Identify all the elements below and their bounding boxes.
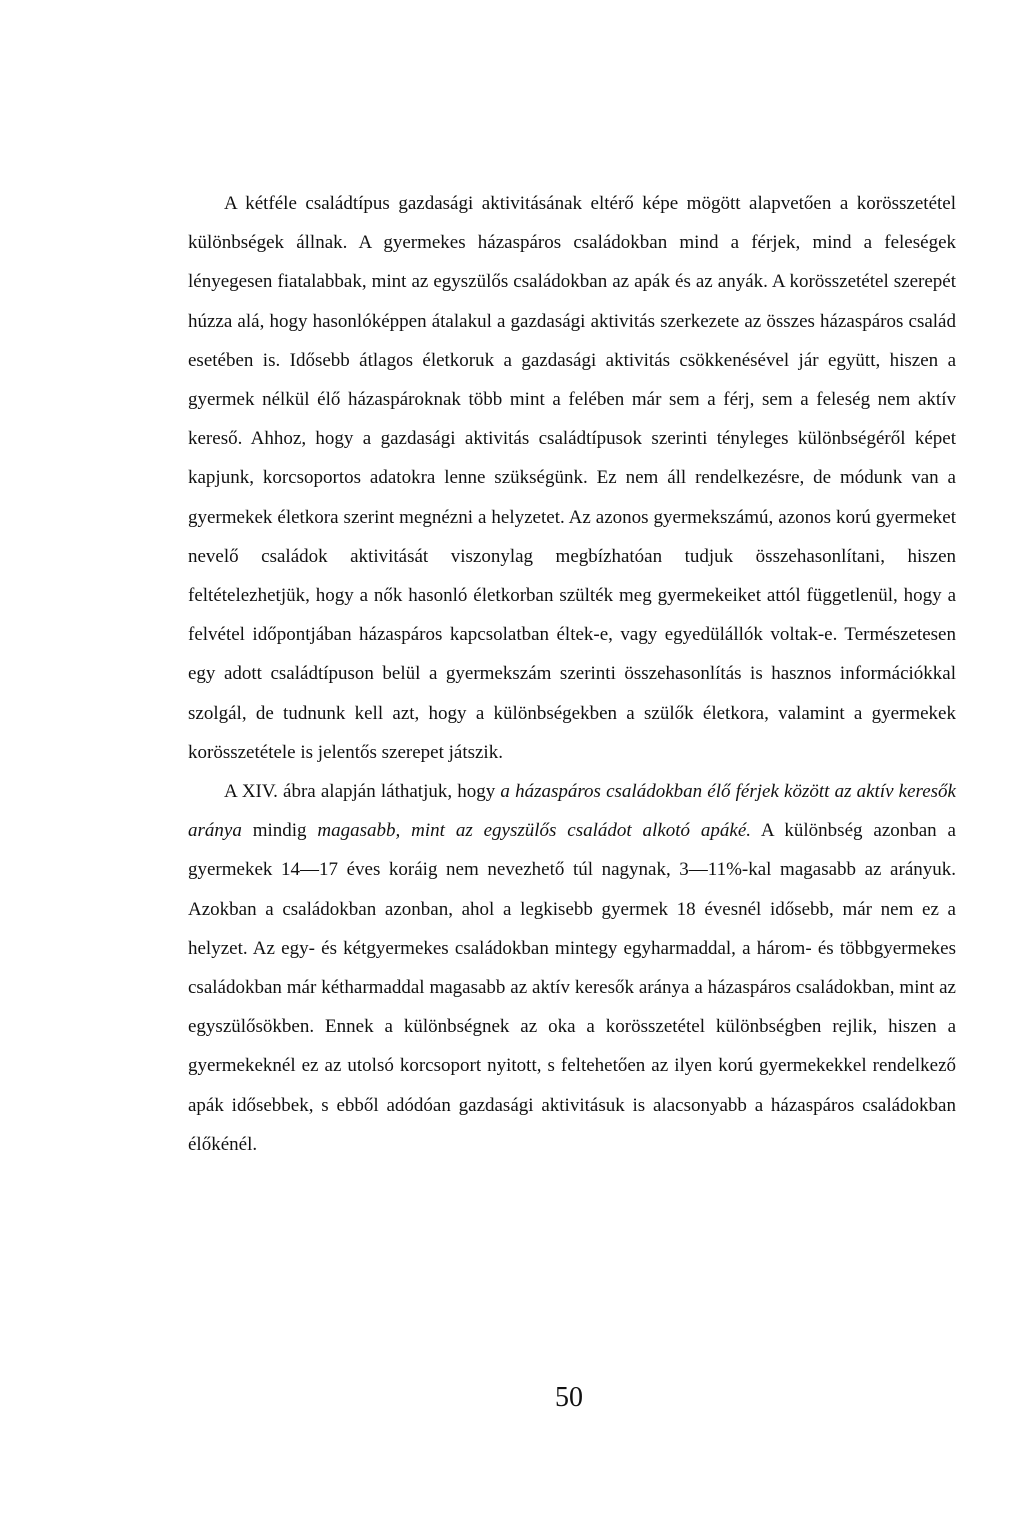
paragraph-2 [188,772,956,1164]
body-text [188,184,956,1164]
paragraph-2-text-c: A különbség azonban a gyermekek 14—17 éves koráig nem nevezhető túl nagynak, 3—11%-kal magasabb az arányuk. Azokban a családokban azonban, ahol a legkisebb gyermek 18 évesnél idősebb, már nem ez a helyzet. Az egy- és kétgyermekes családokban mintegy egyharmaddal, a három- és többgyermekes családokban már kétharmaddal magasabb az aktív keresők aránya a házaspáros családokban, mint az egyszülősökben. Ennek a különbségnek az oka a korösszetétel különbségben rejlik, hiszen a gyermekeknél ez az utolsó korcsoport nyitott, s feltehetően az ilyen korú gyermekekkel rendelkező apák idősebbek, s ebből adódóan gazdasági aktivitásuk is alacsonyabb a házaspáros családokban élőkénél. [188,820,956,1155]
paragraph-1-text: A kétféle családtípus gazdasági aktivitásának eltérő képe mögött alapvetően a korösszetétel különbségek állnak. A gyermekes házaspáros családokban mind a férjek, mind a feleségek lényegesen fiatalabbak, mint az egyszülős családokban az apák és az anyák. A korösszetétel szerepét húzza alá, hogy hasonlóképpen átalakul a gazdasági aktivitás szerkezete az összes házaspáros család esetében is. Idősebb átlagos életkoruk a gazdasági aktivitás csökkenésével jár együtt, hiszen a gyermek nélkül élő házaspároknak több mint a felében már sem a férj, sem a feleség nem aktív kereső. Ahhoz, hogy a gazdasági aktivitás családtípusok szerinti tényleges különbségéről képet kapjunk, korcsoportos adatokra lenne szükségünk. Ez nem áll rendelkezésre, de módunk van a gyermekek életkora szerint megnézni a helyzetet. Az azonos gyermekszámú, azonos korú gyermeket nevelő családok aktivitását viszonylag megbízhatóan tudjuk összehasonlítani, hiszen feltételezhetjük, hogy a nők hasonló életkorban szülték meg gyermekeiket attól függetlenül, hogy a felvétel időpontjában házaspáros kapcsolatban éltek-e, vagy egyedülállók voltak-e. Természetesen egy adott családtípuson belül a gyermekszám szerinti összehasonlítás is hasznos információkkal szolgál, de tudnunk kell azt, hogy a különbségekben a szülők életkora, valamint a gyermekek korösszetétele is jelentős szerepet játszik. [188,193,956,763]
paragraph-2-emphasis-a: a házaspáros családokban élő férjek között az aktív keresők aránya [188,781,956,842]
paragraph-2-text-b: mindig [241,820,318,842]
page-number: 50 [555,1382,583,1413]
paragraph-1 [188,184,956,772]
paragraph-2-text-a: A XIV. ábra alapján láthatjuk, hogy [224,781,501,803]
paragraph-2-emphasis-b: magasabb, mint az egyszülős családot alkotó apáké. [317,820,752,842]
